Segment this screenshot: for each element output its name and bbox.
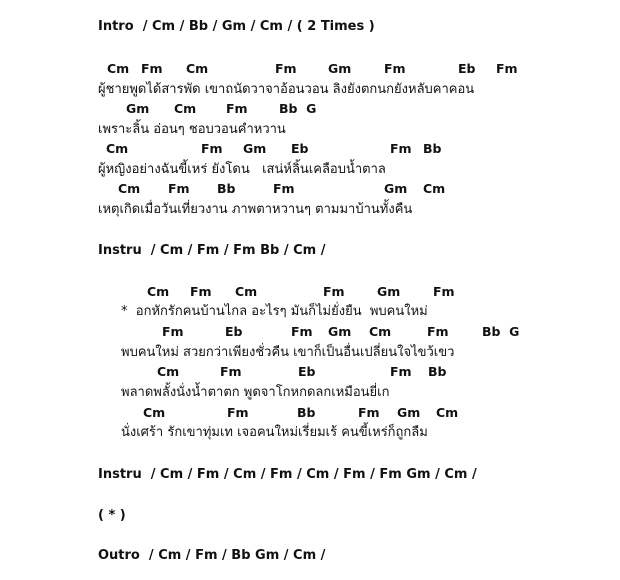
chord: Eb: [291, 141, 309, 156]
chord: Cm: [174, 101, 197, 116]
chord: Fm: [226, 101, 248, 116]
chord: Cm: [143, 405, 166, 420]
chord: Fm: [433, 284, 455, 299]
verse-lyric-1: ผู้ชายพูดได้สารพัด เขาถนัดวาจาอ้อนวอน ลิงยังตกนกยังหลับคาคอน: [98, 82, 475, 97]
chord: Fm: [273, 181, 295, 196]
chord: Fm: [291, 324, 313, 339]
chord: Cm: [436, 405, 459, 420]
chord: Cm: [157, 364, 180, 379]
chord: Eb: [298, 364, 316, 379]
chord: Cm: [369, 324, 392, 339]
chorus-lyric-1: * อกหักรักคนบ้านไกล อะไรๆ มันก็ไม่ยั่งยืน พบคนใหม่: [121, 304, 428, 319]
chord: Fm: [427, 324, 449, 339]
chord: Cm: [235, 284, 258, 299]
chord: Fm: [190, 284, 212, 299]
chord: Gm: [397, 405, 421, 420]
chord: Eb: [458, 61, 476, 76]
intro-line: Intro / Cm / Bb / Gm / Cm / ( 2 Times ): [98, 19, 375, 34]
chord: Bb G: [279, 101, 317, 116]
chord: Gm: [243, 141, 267, 156]
instru-line-2: Instru / Cm / Fm / Cm / Fm / Cm / Fm / Fm Gm / Cm /: [98, 467, 477, 482]
chord: Fm: [162, 324, 184, 339]
chord: Fm: [390, 364, 412, 379]
chord: Fm: [275, 61, 297, 76]
chord: Fm: [220, 364, 242, 379]
chord: Fm: [323, 284, 345, 299]
chord: Bb: [297, 405, 316, 420]
chord: Fm: [227, 405, 249, 420]
chord: Cm: [423, 181, 446, 196]
instru-line-1: Instru / Cm / Fm / Fm Bb / Cm /: [98, 243, 326, 258]
chord: Bb: [428, 364, 447, 379]
chord: Fm: [390, 141, 412, 156]
chord: Cm: [186, 61, 209, 76]
chord: Fm: [141, 61, 163, 76]
chord: Gm: [126, 101, 150, 116]
chord: Fm: [201, 141, 223, 156]
chord: Fm: [168, 181, 190, 196]
repeat-marker: ( * ): [98, 508, 126, 523]
chord: Eb: [225, 324, 243, 339]
verse-lyric-4: เหตุเกิดเมื่อวันเที่ยวงาน ภาพตาหวานๆ ตามมาบ้านทั้งคืน: [98, 202, 413, 217]
chord: Gm: [377, 284, 401, 299]
outro-line: Outro / Cm / Fm / Bb Gm / Cm /: [98, 548, 326, 563]
chord: Cm: [118, 181, 141, 196]
chord: Bb G: [482, 324, 520, 339]
chorus-lyric-2: พบคนใหม่ สวยกว่าเพียงชั่วคืน เขาก็เป็นอื่นเปลี่ยนใจไขว้เขว: [121, 345, 455, 360]
chord: Bb: [423, 141, 442, 156]
chord: Fm: [384, 61, 406, 76]
chord: Fm: [358, 405, 380, 420]
verse-lyric-2: เพราะลิ้น อ่อนๆ ชอบวอนคำหวาน: [98, 122, 286, 137]
chord: Cm: [106, 141, 129, 156]
chorus-lyric-3: พลาดพลั้งนั่งน้ำตาตก พูดจาโกหกดลกเหมือนยี่เก: [121, 385, 390, 400]
chord: Cm: [107, 61, 130, 76]
chord: Bb: [217, 181, 236, 196]
chorus-lyric-4: นั่งเศร้า รักเขาทุ่มเท เจอคนใหม่เรี่ยมเร้ คนขี้เหร่ก็ถูกลืม: [121, 425, 428, 440]
chord: Cm: [147, 284, 170, 299]
verse-lyric-3: ผู้หญิงอย่างฉันขี้เหร่ ยังโดน เสน่ห์ลิ้นเคลือบน้ำตาล: [98, 162, 386, 177]
chord: Gm: [384, 181, 408, 196]
chord: Gm: [328, 61, 352, 76]
chord: Gm: [328, 324, 352, 339]
chord: Fm: [496, 61, 518, 76]
